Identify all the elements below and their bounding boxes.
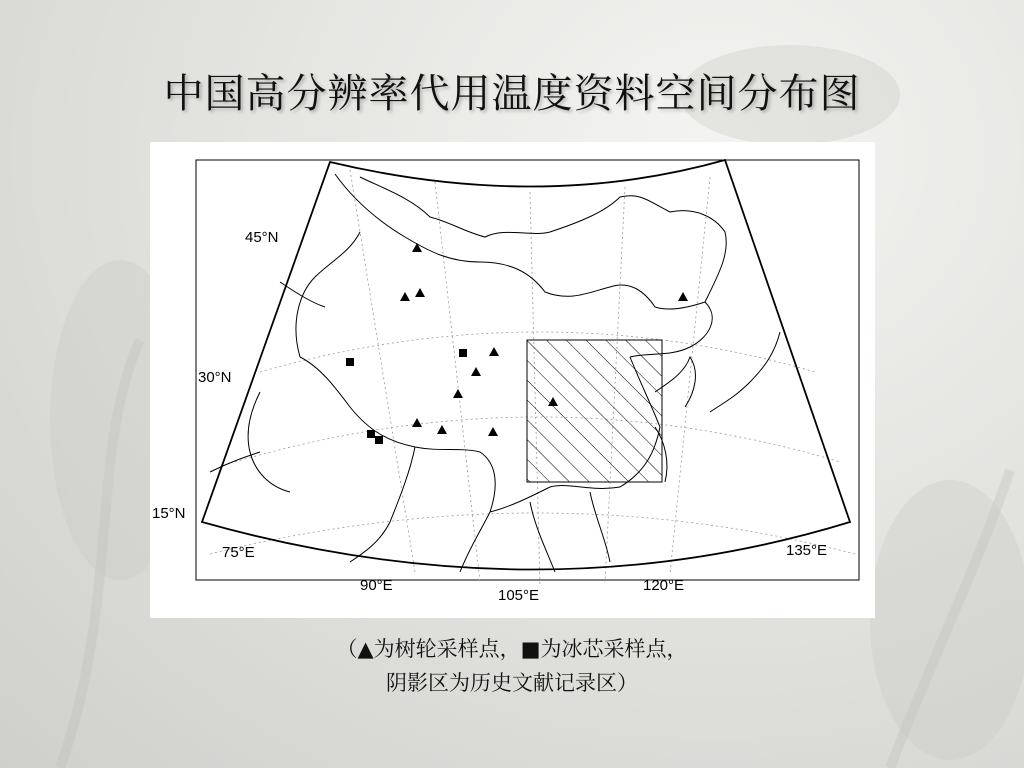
projection-boundary: [202, 160, 850, 570]
tree-ring-site: [488, 427, 498, 436]
ice-core-site: [346, 358, 354, 366]
ice-core-site: [459, 349, 467, 357]
country-borders: [210, 174, 780, 572]
caption-line-2: 阴影区为历史文献记录区）: [386, 671, 638, 695]
lon-label-75: 75°E: [222, 544, 255, 561]
tree-ring-site: [489, 347, 499, 356]
lon-label-90: 90°E: [360, 577, 393, 594]
tree-ring-site: [453, 389, 463, 398]
lon-label-105: 105°E: [498, 587, 540, 604]
lat-label-30: 30°N: [198, 369, 232, 386]
ice-core-site: [367, 430, 375, 438]
tree-ring-site: [678, 292, 688, 301]
lon-label-120: 120°E: [643, 577, 685, 594]
tree-ring-site: [400, 292, 410, 301]
ice-core-site: [375, 436, 383, 444]
caption-line-1: （▲为树轮采样点，■为冰芯采样点，: [336, 637, 688, 661]
lon-label-135: 135°E: [786, 542, 828, 559]
map-canvas: [150, 142, 875, 618]
tree-ring-site: [412, 243, 422, 252]
ice-core-sites: [346, 349, 467, 444]
historical-record-region: [527, 340, 662, 482]
lat-label-45: 45°N: [245, 229, 279, 246]
lat-label-15: 15°N: [152, 505, 186, 522]
slide-title: 中国高分辨率代用温度资料空间分布图: [163, 71, 861, 117]
tree-ring-site: [412, 418, 422, 427]
map-figure: [150, 142, 875, 618]
tree-ring-site: [437, 425, 447, 434]
tree-ring-site: [471, 367, 481, 376]
tree-ring-site: [415, 288, 425, 297]
